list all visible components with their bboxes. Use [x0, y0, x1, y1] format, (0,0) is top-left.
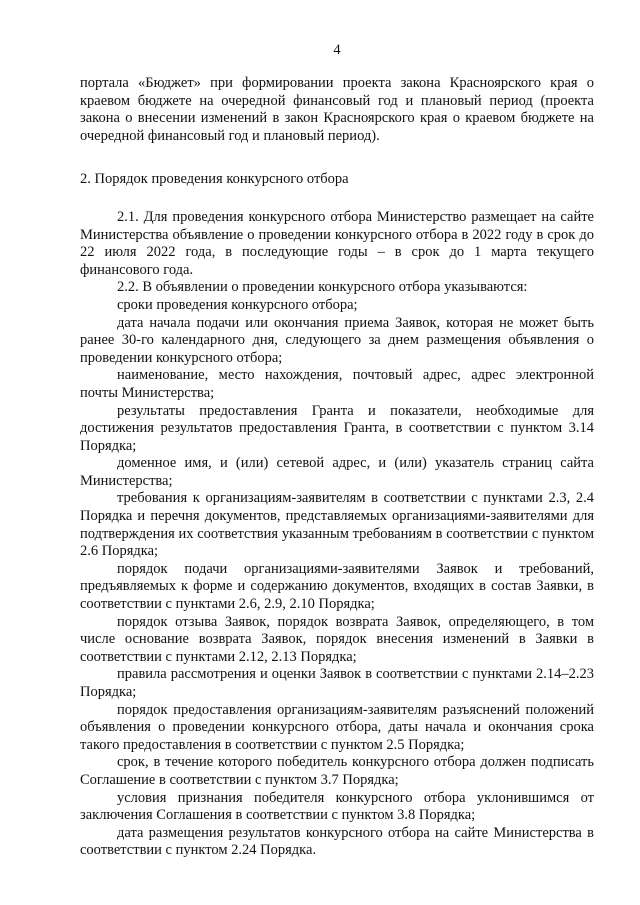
list-item: порядок отзыва Заявок, порядок возврата Заявок, определяющего, в том числе основание возврата Заявок, порядок внесения изменений в Заявки в соответствии с пунктами 2.12, 2.13 Порядка; — [80, 613, 594, 665]
list-item: результаты предоставления Гранта и показатели, необходимые для достижения результатов предоставления Гранта, в соответствии с пунктом 3.14 Порядка; — [80, 402, 594, 454]
paragraph: портала «Бюджет» при формировании проекта закона Красноярского края о краевом бюджете на очередной финансовый год и плановый период (проекта закона о внесении изменений в закон Красноярского края о краевом бюджете на очередной финансовый год и плановый период). — [80, 75, 594, 144]
list-item: порядок предоставления организациям-заявителям разъяснений положений объявления о проведении конкурсного отбора, даты начала и окончания срока такого предоставления в соответствии с пунктом 2.5 Порядка; — [80, 701, 594, 753]
paragraph: 2.1. Для проведения конкурсного отбора Министерство размещает на сайте Министерства объявление о проведении конкурсного отбора в 2022 году в срок до 22 июля 2022 года, в последующие годы – в срок до 1 марта текущего финансового года. — [80, 208, 594, 278]
list-item: требования к организациям-заявителям в соответствии с пунктами 2.3, 2.4 Порядка и перечня документов, представляемых организациями-заявителями для подтверждения их соответствия указанным требованиям в соответствии с пунктом 2.6 Порядка; — [80, 490, 594, 560]
list-item: срок, в течение которого победитель конкурсного отбора должен подписать Соглашение в соответствии с пунктом 3.7 Порядка; — [80, 754, 594, 788]
list-item: дата начала подачи или окончания приема Заявок, которая не может быть ранее 30-го календарного дня, следующего за днем размещения объявления о проведении конкурсного отбора; — [80, 314, 594, 366]
list-item: сроки проведения конкурсного отбора; — [117, 296, 358, 313]
paragraph: 2.2. В объявлении о проведении конкурсного отбора указываются: — [117, 279, 528, 296]
list-item: доменное имя, и (или) сетевой адрес, и (или) указатель страниц сайта Министерства; — [80, 455, 594, 489]
list-item: дата размещения результатов конкурсного отбора на сайте Министерства в соответствии с пунктом 2.24 Порядка. — [80, 824, 594, 859]
list-item: порядок подачи организациями-заявителями Заявок и требований, предъявляемых к форме и содержанию документов, входящих в состав Заявки, в соответствии с пунктами 2.6, 2.9, 2.10 Порядка; — [80, 560, 594, 613]
section-title: 2. Порядок проведения конкурсного отбора — [80, 171, 349, 188]
list-item: условия признания победителя конкурсного отбора уклонившимся от заключения Соглашения в соответствии с пунктом 3.8 Порядка; — [80, 789, 594, 824]
list-item: наименование, место нахождения, почтовый адрес, адрес электронной почты Министерства; — [80, 367, 594, 401]
document-body — [80, 75, 594, 860]
list-item: правила рассмотрения и оценки Заявок в соответствии с пунктами 2.14–2.23 Порядка; — [80, 666, 594, 700]
page-number: 4 — [333, 42, 341, 58]
